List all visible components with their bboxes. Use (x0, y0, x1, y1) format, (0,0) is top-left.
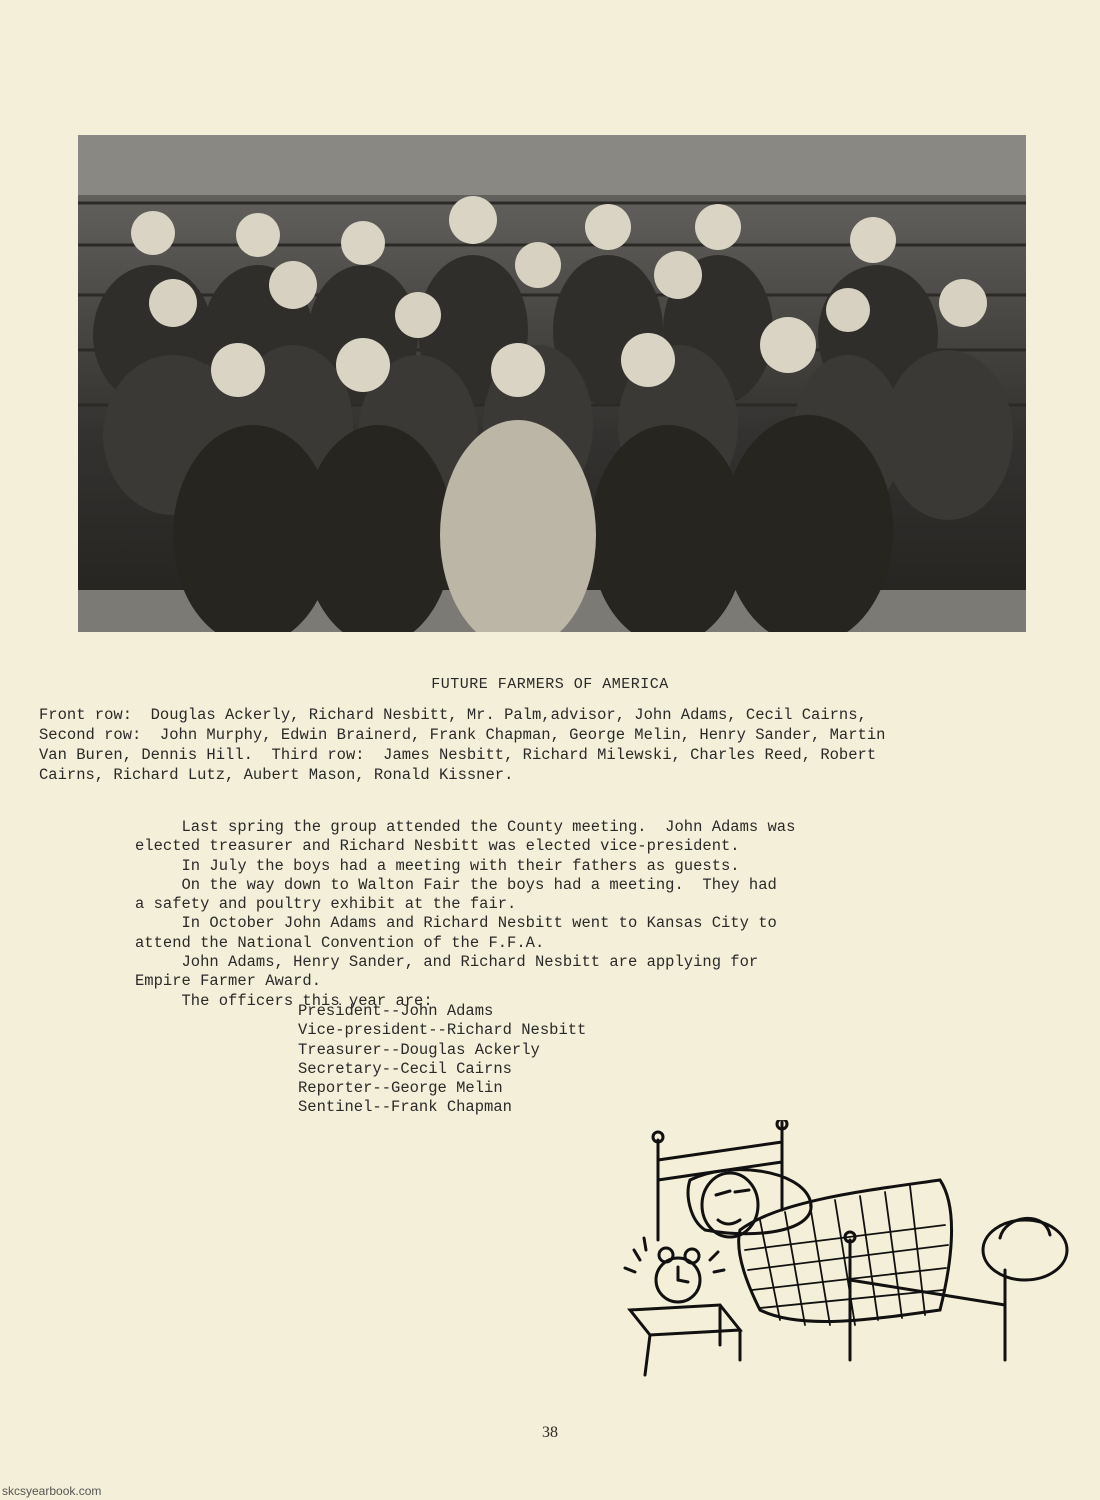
body-line: Last spring the group attended the County meeting. John Adams was (135, 818, 796, 836)
body-line: On the way down to Walton Fair the boys had a meeting. They had (135, 875, 777, 894)
officer-line: Secretary--Cecil Cairns (298, 1059, 512, 1078)
body-line: attend the National Convention of the F.F.A. (135, 933, 545, 952)
officers-list (298, 1002, 586, 1118)
body-line: In October John Adams and Richard Nesbitt went to Kansas City to (135, 914, 777, 933)
watermark: skcsyearbook.com (2, 1484, 102, 1498)
officer-line: Reporter--George Melin (298, 1079, 503, 1098)
officer-line: President--John Adams (298, 1002, 494, 1020)
body-line: elected treasurer and Richard Nesbitt was elected vice-president. (135, 837, 740, 856)
caption-names (39, 705, 1064, 785)
body-line: In July the boys had a meeting with their fathers as guests. (135, 856, 740, 875)
caption-line: Van Buren, Dennis Hill. Third row: James Nesbitt, Richard Milewski, Charles Reed, Robert (39, 746, 877, 764)
body-line: The officers this year are: (135, 991, 433, 1010)
body-line: a safety and poultry exhibit at the fair. (135, 895, 517, 914)
caption-title: FUTURE FARMERS OF AMERICA (431, 676, 669, 693)
officer-line: Vice-president--Richard Nesbitt (298, 1021, 587, 1040)
caption-line: Second row: John Murphy, Edwin Brainerd, Frank Chapman, George Melin, Henry Sander, Martin (39, 726, 886, 744)
caption-line: Cairns, Richard Lutz, Aubert Mason, Ronald Kissner. (39, 766, 514, 784)
body-text (135, 818, 935, 1011)
officer-line: Sentinel--Frank Chapman (298, 1098, 512, 1117)
sleeping-farmer-cartoon (610, 1120, 1070, 1380)
group-photo (78, 135, 1026, 632)
caption-line: Front row: Douglas Ackerly, Richard Nesbitt, Mr. Palm,advisor, John Adams, Cecil Cairns, (39, 706, 867, 724)
body-line: Empire Farmer Award. (135, 972, 322, 991)
officer-line: Treasurer--Douglas Ackerly (298, 1040, 540, 1059)
page-number: 38 (542, 1424, 558, 1441)
body-line: John Adams, Henry Sander, and Richard Nesbitt are applying for (135, 953, 759, 972)
